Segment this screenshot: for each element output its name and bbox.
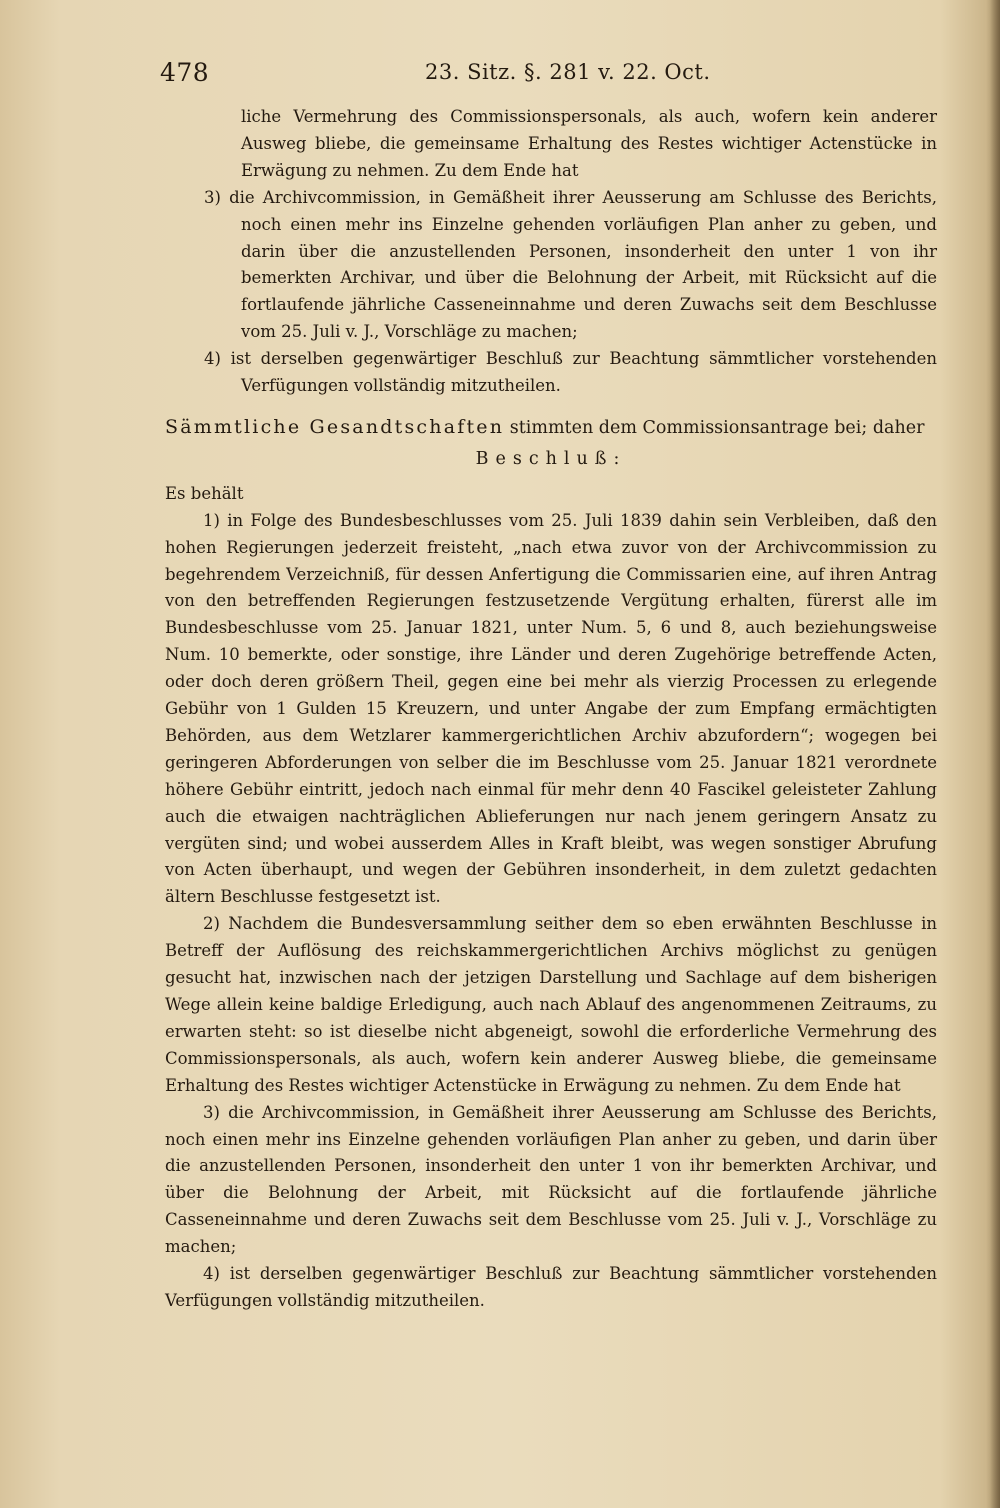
page-header	[160, 58, 940, 94]
page-number: 478	[160, 58, 210, 87]
agreement-line	[165, 414, 937, 442]
decision-title: Beschluß:	[475, 448, 627, 469]
decision-intro: Es behält	[165, 483, 244, 503]
agreement-rest-text: stimmten dem Commissionsantrage bei; daher	[509, 417, 925, 438]
proposal-item-4: 4) ist derselben gegenwärtiger Beschluß zur Beachtung sämmtlicher vorstehenden Verfügungen vollständig mitzutheilen.	[204, 349, 937, 396]
decision-paragraph-4: 4) ist derselben gegenwärtiger Beschluß zur Beachtung sämmtlicher vorstehenden Verfügungen vollständig mitzutheilen.	[165, 1264, 937, 1310]
page-edge-shadow	[986, 0, 1000, 1508]
body-text	[165, 104, 937, 1315]
agreement-spaced-text: Sämmtliche Gesandtschaften	[165, 415, 505, 438]
decision-paragraph-3: 3) die Archivcommission, in Gemäßheit ihrer Aeusserung am Schlusse des Berichts, noch einen mehr ins Einzelne gehenden vorläufigen Plan anher zu geben, und darin über die anzustellenden Personen, insonderheit den unter 1 von ihr bemerkten Archivar, und über die Belohnung der Arbeit, mit Rücksicht auf die fortlaufende jährliche Casseneinnahme und deren Zuwachs seit dem Beschlusse vom 25. Juli v. J., Vorschläge zu machen;	[165, 1102, 937, 1257]
running-head: 23. Sitz. §. 281 v. 22. Oct.	[425, 60, 711, 84]
continuation-paragraph: liche Vermehrung des Commissionspersonals, als auch, wofern kein anderer Ausweg bliebe, die gemeinsame Erhaltung des Restes wichtiger Actenstücke in Erwägung zu nehmen. Zu dem Ende hat	[241, 107, 937, 180]
decision-paragraph-1: 1) in Folge des Bundesbeschlusses vom 25. Juli 1839 dahin sein Verbleiben, daß den hohen Regierungen jederzeit freisteht, „nach etwa zuvor von der Archivcommission zu begehrendem Verzeichniß, für dessen Anfertigung die Commissarien eine, auf ihren Antrag von den betreffenden Regierungen festzusetzende Vergütung erhalten, fürerst alle im Bundesbeschlusse vom 25. Januar 1821, unter Num. 5, 6 und 8, auch beziehungsweise Num. 10 bemerkte, oder sonstige, ihre Länder und deren Zugehörige betreffende Acten, oder doch deren größern Theil, gegen eine bei mehr als vierzig Processen zu erlegende Gebühr von 1 Gulden 15 Kreuzern, und unter Angabe der zum Empfang ermächtigten Behörden, aus dem Wetzlarer kammergerichtlichen Archiv abzufordern“; wogegen bei geringeren Abforderungen von selber die im Beschlusse vom 25. Januar 1821 verordnete höhere Gebühr eintritt, jedoch nach einmal für mehr denn 40 Fascikel geleisteter Zahlung auch die etwaigen nachträglichen Ablieferungen nur nach jenem geringern Ansatz zu vergüten sind; und wobei ausserdem Alles in Kraft bleibt, was wegen sonstiger Abrufung von Acten überhaupt, und wegen der Gebühren insonderheit, in dem zuletzt gedachten ältern Beschlusse festgesetzt ist.	[165, 510, 937, 907]
proposal-item-3: 3) die Archivcommission, in Gemäßheit ihrer Aeusserung am Schlusse des Berichts, noch einen mehr ins Einzelne gehenden vorläufigen Plan anher zu geben, und darin über die anzustellenden Personen, insonderheit den unter 1 von ihr bemerkten Archivar, und über die Belohnung der Arbeit, mit Rücksicht auf die fortlaufende jährliche Casseneinnahme und deren Zuwachs seit dem Beschlusse vom 25. Juli v. J., Vorschläge zu machen;	[204, 187, 937, 342]
decision-paragraph-2: 2) Nachdem die Bundesversammlung seither dem so eben erwähnten Beschlusse in Betreff der Auflösung des reichskammergerichtlichen Archivs möglichst zu genügen gesucht hat, inzwischen nach der jetzigen Darstellung und Sachlage auf dem bisherigen Wege allein keine baldige Erledigung, auch nach Ablauf des angenommenen Zeitraums, zu erwarten steht: so ist dieselbe nicht abgeneigt, sowohl die erforderliche Vermehrung des Commissionspersonals, als auch, wofern kein anderer Ausweg bliebe, die gemeinsame Erhaltung des Restes wichtiger Actenstücke in Erwägung zu nehmen. Zu dem Ende hat	[165, 914, 937, 1095]
